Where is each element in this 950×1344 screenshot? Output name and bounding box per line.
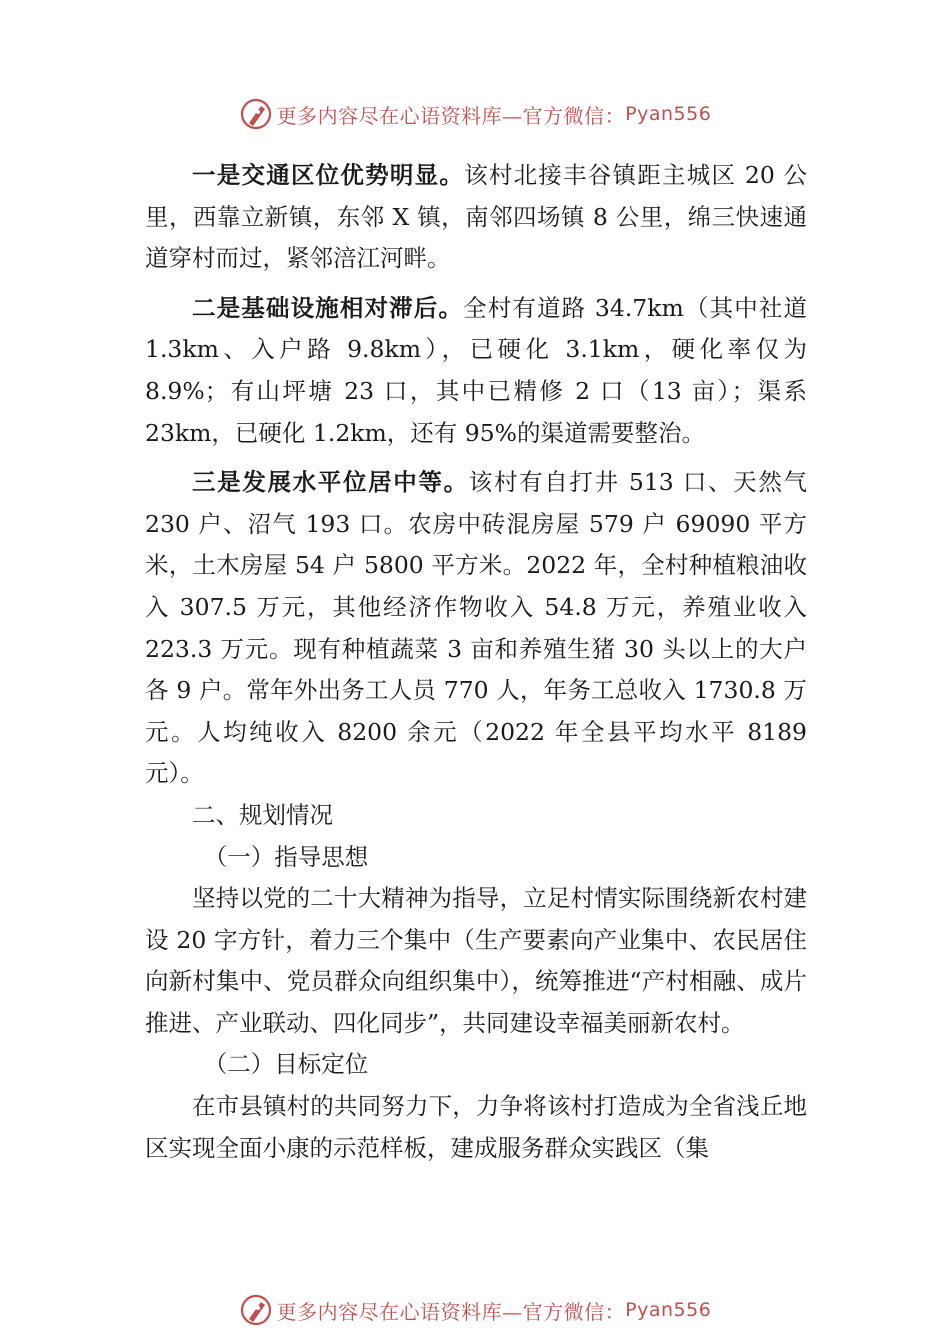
paragraph-infrastructure	[145, 288, 807, 454]
banner-wechat-id: Pyan556	[625, 103, 712, 125]
paragraph-transport	[145, 155, 807, 280]
paragraph-development	[145, 462, 807, 795]
paragraph-lead: 三是发展水平位居中等。	[192, 468, 469, 497]
paragraph-text: 该村有自打井 513 口、天然气 230 户、沼气 193 口。农房中砖混房屋 579 户 69090 平方米，土木房屋 54 户 5800 平方米。2022 年，全村种植粮油收入 307.5 万元，其他经济作物收入 54.8 万元，养殖业收入 223.3 万元。现有种植蔬菜 3 亩和养殖生猪 30 头以上的大户各 9 户。常年外出务工人员 770 人，年务工总收入 1730.8 万元。人均纯收入 8200 余元（2022 年全县平均水平 8189 元）。	[145, 468, 808, 788]
paragraph-lead: 二是基础设施相对滞后。	[192, 293, 464, 322]
paragraph-text: 该村北接丰谷镇距主城区 20 公里，西靠立新镇，东邻 X 镇，南邻四场镇 8 公里，绵三快速通道穿村而过，紧邻涪江河畔。	[145, 161, 807, 273]
paragraph-target: 在市县镇村的共同努力下，力争将该村打造成为全省浅丘地区实现全面小康的示范样板，建成服务群众实践区（集	[145, 1092, 807, 1162]
paragraph-text: 全村有道路 34.7km（其中社道 1.3km、入户路 9.8km），已硬化 3.1km，硬化率仅为 8.9%；有山坪塘 23 口，其中已精修 2 口（13 亩）；渠系 23km，已硬化 1.2km，还有 95%的渠道需要整治。	[145, 293, 807, 447]
header-banner	[0, 94, 950, 134]
pen-nib-seal-icon	[239, 1293, 273, 1327]
paragraph-guiding: 坚持以党的二十大精神为指导，立足村情实际围绕新农村建设 20 字方针，着力三个集中（生产要素向产业集中、农民居住向新村集中、党员群众向组织集中），统筹推进“产村相融、成片推进、产业联动、四化同步”，共同建设幸福美丽新农村。	[145, 884, 807, 1037]
banner-text: 更多内容尽在心语资料库—官方微信：	[276, 103, 626, 128]
paragraph-lead: 一是交通区位优势明显。	[192, 161, 465, 189]
footer-banner	[0, 1290, 950, 1330]
section-heading: 二、规划情况	[192, 800, 333, 829]
subsection-heading-guiding: （一）指导思想	[203, 842, 369, 871]
banner-text: 更多内容尽在心语资料库—官方微信：	[276, 1299, 626, 1324]
document-body	[145, 155, 807, 1169]
subsection-heading-target: （二）目标定位	[203, 1050, 369, 1079]
banner-wechat-id: Pyan556	[625, 1299, 712, 1321]
pen-nib-seal-icon	[239, 97, 273, 131]
